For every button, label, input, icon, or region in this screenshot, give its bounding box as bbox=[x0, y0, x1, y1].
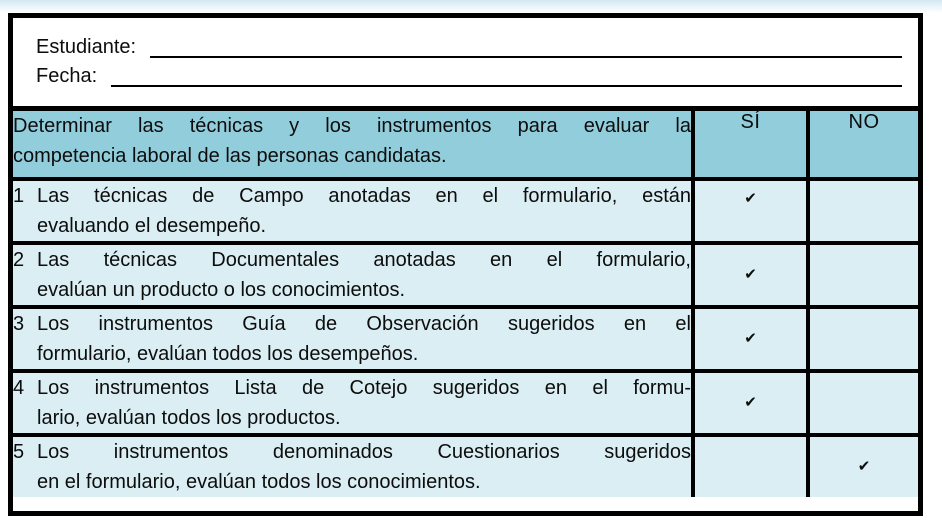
item-number: 5 bbox=[13, 440, 25, 463]
item-text-line1: Los instrumentos Lista de Cotejo sugeridos en el formu- bbox=[37, 376, 691, 399]
item-text-line1: Las técnicas de Campo anotadas en el formulario, están bbox=[37, 184, 691, 207]
table-row bbox=[13, 371, 918, 435]
question-cell bbox=[13, 435, 693, 497]
item-text-line2: evaluando el desempeño. bbox=[37, 214, 267, 237]
item-text-line2: lario, evalúan todos los productos. bbox=[37, 406, 341, 429]
si-cell[interactable] bbox=[693, 179, 808, 243]
question-cell bbox=[13, 179, 693, 243]
item-text bbox=[37, 309, 691, 369]
item-number: 3 bbox=[13, 312, 25, 335]
no-cell[interactable] bbox=[808, 307, 918, 371]
question-cell bbox=[13, 371, 693, 435]
check-icon: ✔ bbox=[744, 265, 757, 283]
table-header-row bbox=[13, 109, 918, 179]
check-icon: ✔ bbox=[744, 329, 757, 347]
table-title-cell bbox=[13, 109, 693, 179]
item-number: 1 bbox=[13, 184, 25, 207]
item-number: 2 bbox=[13, 248, 25, 271]
table-row bbox=[13, 179, 918, 243]
question-cell bbox=[13, 307, 693, 371]
item-text-line1: Los instrumentos Guía de Observación sugeridos en el bbox=[37, 312, 691, 335]
table-title-line1: Determinar las técnicas y los instrumentos para evaluar la bbox=[13, 115, 691, 137]
no-cell[interactable] bbox=[808, 371, 918, 435]
si-cell[interactable] bbox=[693, 435, 808, 497]
no-cell[interactable] bbox=[808, 243, 918, 307]
evaluation-form bbox=[8, 13, 923, 516]
table-row bbox=[13, 307, 918, 371]
check-icon: ✔ bbox=[857, 457, 871, 475]
date-label: Fecha: bbox=[36, 65, 98, 87]
column-header-si: SÍ bbox=[693, 109, 808, 179]
check-icon: ✔ bbox=[744, 393, 757, 411]
item-text bbox=[37, 245, 691, 305]
table-title-line2: competencia laboral de las personas candidatas. bbox=[13, 145, 447, 167]
checklist-table bbox=[13, 106, 918, 497]
student-field bbox=[36, 33, 904, 62]
student-label: Estudiante: bbox=[36, 36, 137, 58]
item-text bbox=[37, 181, 691, 241]
question-cell bbox=[13, 243, 693, 307]
item-number: 4 bbox=[13, 376, 25, 399]
date-field bbox=[36, 62, 904, 91]
item-text bbox=[37, 373, 691, 433]
check-icon: ✔ bbox=[744, 189, 757, 207]
si-cell[interactable] bbox=[693, 371, 808, 435]
student-fill-line[interactable] bbox=[150, 56, 902, 58]
no-cell[interactable] bbox=[808, 435, 918, 497]
column-header-no: NO bbox=[808, 109, 918, 179]
no-cell[interactable] bbox=[808, 179, 918, 243]
item-text-line2: formulario, evalúan todos los desempeños. bbox=[37, 342, 419, 365]
item-text bbox=[37, 437, 691, 497]
item-text-line1: Los instrumentos denominados Cuestionarios sugeridos bbox=[37, 440, 691, 463]
item-text-line2: evalúan un producto o los conocimientos. bbox=[37, 278, 406, 301]
date-fill-line[interactable] bbox=[111, 85, 902, 87]
table-row bbox=[13, 435, 918, 497]
item-text-line2: en el formulario, evalúan todos los conocimientos. bbox=[37, 470, 481, 493]
si-cell[interactable] bbox=[693, 243, 808, 307]
item-text-line1: Las técnicas Documentales anotadas en el formulario, bbox=[37, 248, 691, 271]
si-cell[interactable] bbox=[693, 307, 808, 371]
table-row bbox=[13, 243, 918, 307]
student-date-section bbox=[13, 18, 918, 106]
page-top-fade bbox=[0, 0, 942, 13]
